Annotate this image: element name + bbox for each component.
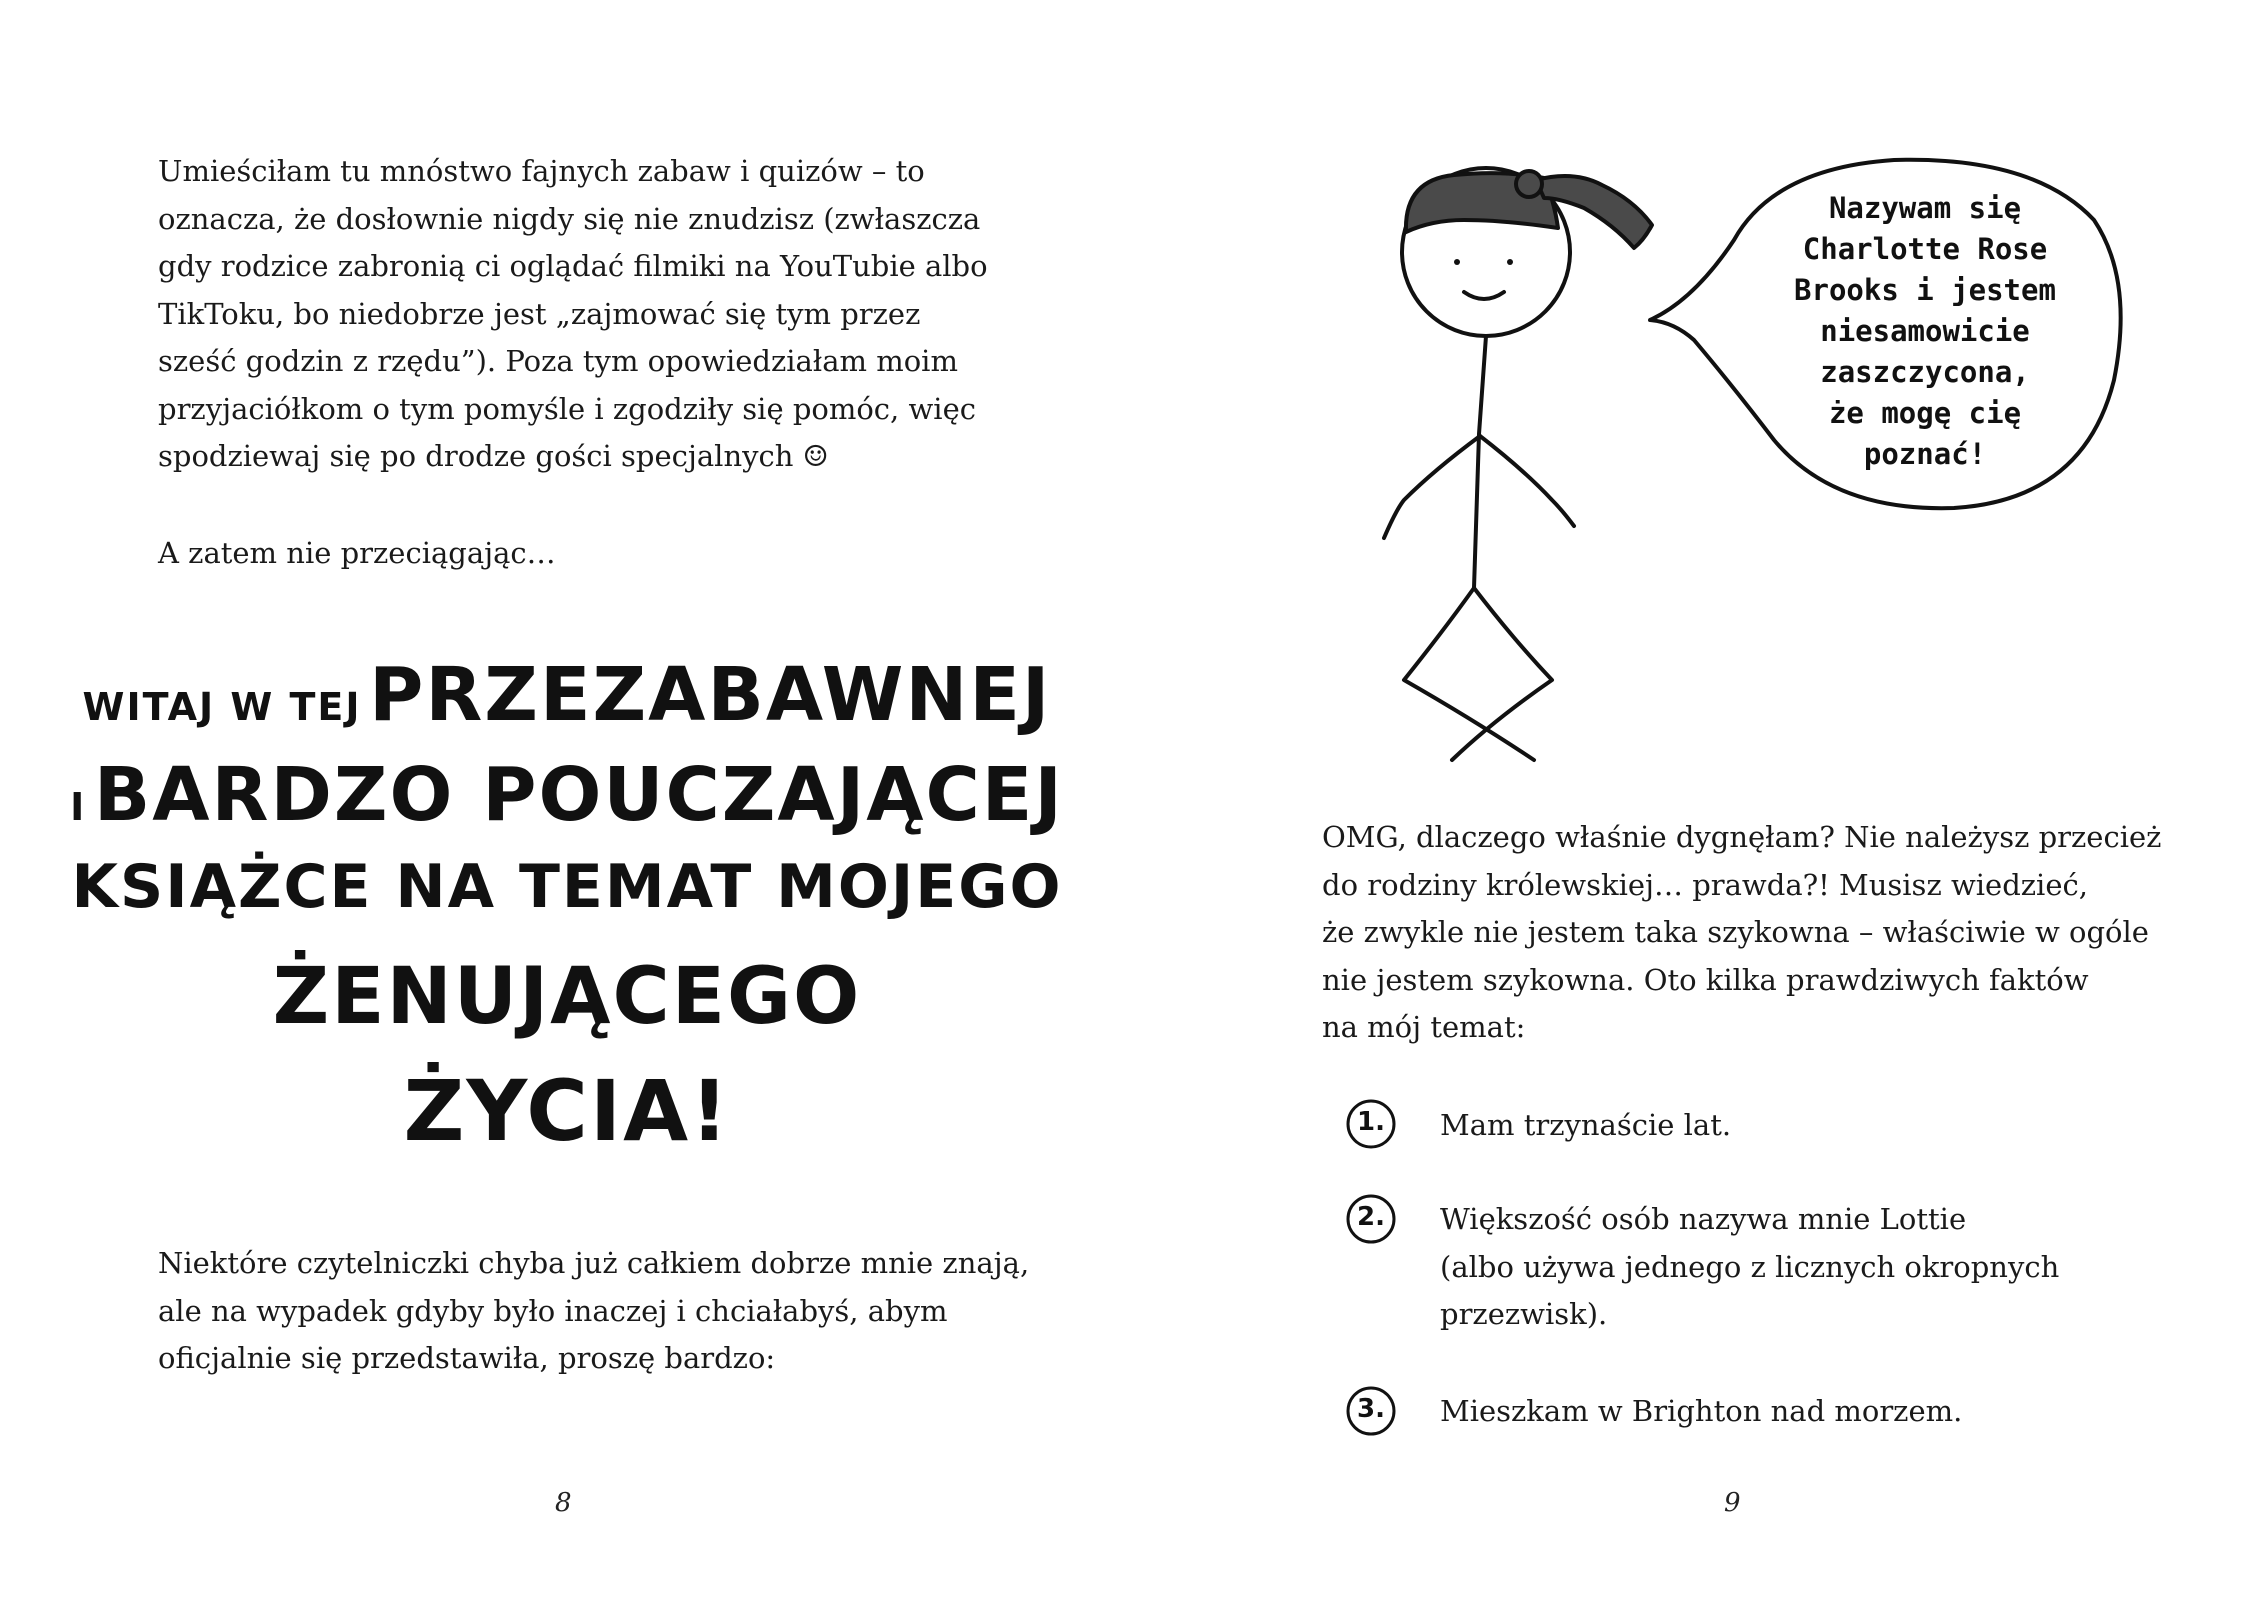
text-line: przezwisk).	[1440, 1297, 1608, 1331]
left-arm-icon	[1384, 436, 1480, 538]
title-line-5: ŻYCIA!	[403, 1062, 731, 1160]
text-line: Umieściłam tu mnóstwo fajnych zabaw i quizów – to	[158, 154, 925, 188]
left-leg-icon	[1404, 588, 1534, 760]
fact-1-number	[1346, 1099, 1398, 1151]
text-line: spodziewaj się po drodze gości specjalnych ☺	[158, 439, 829, 473]
bubble-line: Brooks i jestem	[1794, 273, 2056, 307]
title-line-1-big: PRZEZABAWNEJ	[369, 652, 1052, 738]
bubble-line: że mogę cię	[1828, 396, 2022, 430]
text-line: OMG, dlaczego właśnie dygnęłam? Nie należysz przecież	[1322, 820, 2162, 854]
text-line: nie jestem szykowna. Oto kilka prawdziwych faktów	[1322, 962, 2089, 997]
bubble-line: Charlotte Rose	[1802, 232, 2048, 266]
text-line: TikToku, bo niedobrze jest „zajmować się tym przez	[158, 296, 921, 331]
text-line: sześć godzin z rzędu”). Poza tym opowiedziałam moim	[158, 344, 958, 378]
title-line-1-small: WITAJ W TEJ	[82, 685, 362, 729]
bubble-line: zaszczycona,	[1820, 355, 2030, 389]
right-leg-icon	[1452, 588, 1552, 760]
title-line-4: ŻENUJĄCEGO	[272, 952, 862, 1042]
text-line: do rodziny królewskiej… prawda?! Musisz wiedzieć,	[1322, 867, 2088, 902]
text-line: oznacza, że dosłownie nigdy się nie znudzisz (zwłaszcza	[158, 201, 981, 236]
bubble-line: niesamowicie	[1820, 314, 2030, 348]
text-line: Mieszkam w Brighton nad morzem.	[1440, 1394, 1963, 1428]
fact-3-text	[1440, 1388, 1962, 1436]
closing-paragraph	[158, 1240, 1029, 1383]
intro-paragraph	[158, 148, 988, 481]
right-page	[1134, 0, 2268, 1614]
text-line: przyjaciółkom o tym pomyśle i zgodziły się pomóc, więc	[158, 391, 976, 426]
speech-bubble-text	[1760, 188, 2090, 475]
fact-number-label: 2.	[1357, 1202, 1385, 1232]
text-line: na mój temat:	[1322, 1010, 1526, 1044]
text-line: gdy rodzice zabronią ci oglądać filmiki na YouTubie albo	[158, 249, 988, 283]
fact-1-text	[1440, 1102, 1731, 1150]
text-line: że zwykle nie jestem taka szykowna – właściwie w ogóle	[1322, 915, 2149, 949]
bubble-line: poznać!	[1863, 437, 1987, 471]
text-line: Większość osób nazywa mnie Lottie	[1440, 1202, 1967, 1236]
bubble-line: Nazywam się	[1828, 191, 2022, 225]
text-line: Niektóre czytelniczki chyba już całkiem dobrze mnie znają,	[158, 1246, 1030, 1280]
title-line-3: KSIĄŻCE NA TEMAT MOJEGO	[71, 852, 1063, 922]
page-number: 8	[555, 1488, 572, 1518]
fact-2-number	[1346, 1194, 1398, 1246]
stick-figure-illustration	[1134, 0, 2268, 780]
page-number: 9	[1724, 1488, 1741, 1518]
body-icon	[1474, 336, 1486, 588]
text-line: Mam trzynaście lat.	[1440, 1108, 1732, 1142]
fact-2-text	[1440, 1196, 2059, 1339]
fact-number-label: 3.	[1357, 1394, 1385, 1424]
title-line-1	[0, 652, 1134, 738]
omg-paragraph	[1322, 814, 2161, 1052]
text-line: (albo używa jednego z licznych okropnych	[1440, 1249, 2060, 1284]
title-line-2	[0, 752, 1134, 838]
title-line-2-big: BARDZO POUCZAJĄCEJ	[93, 752, 1064, 838]
fact-number-label: 1.	[1357, 1107, 1385, 1137]
lead-in-text: A zatem nie przeciągając…	[158, 536, 556, 570]
text-line: oficjalnie się przedstawiła, proszę bardzo:	[158, 1341, 776, 1375]
title-line-2-small: I	[70, 785, 87, 829]
right-arm-icon	[1480, 436, 1574, 526]
text-line: ale na wypadek gdyby było inaczej i chciałabyś, abym	[158, 1293, 948, 1328]
fact-3-number	[1346, 1386, 1398, 1438]
